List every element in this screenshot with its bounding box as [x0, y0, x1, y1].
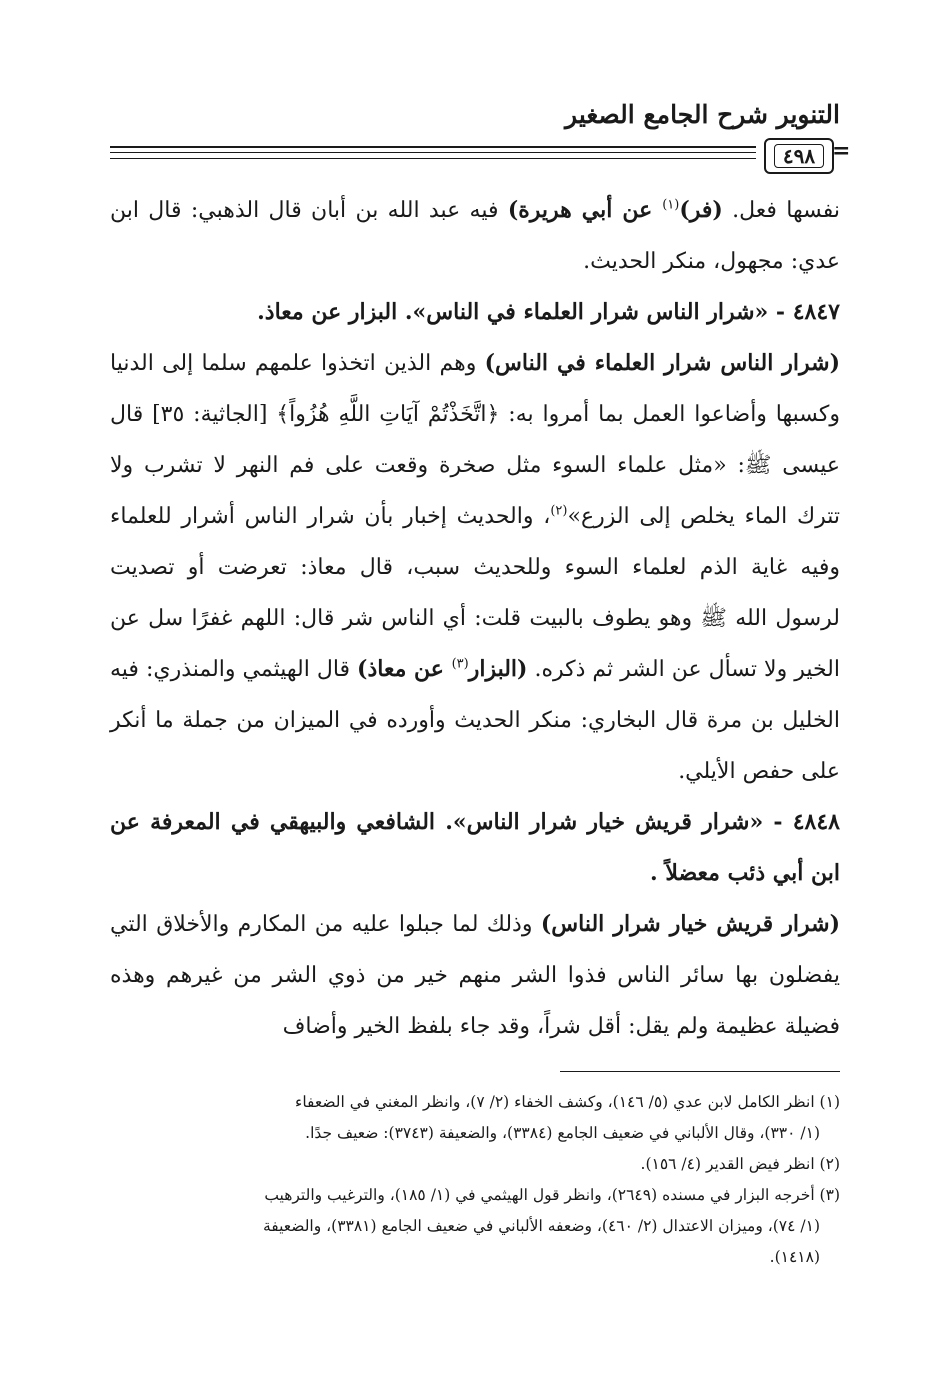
- footnote-continuation: (١/ ٧٤)، وميزان الاعتدال (٢/ ٤٦٠)، وضعفه الألباني في ضعيف الجامع (٣٣٨١)، والضعيفة: [262, 1217, 820, 1235]
- header-marker: =: [832, 138, 851, 164]
- text-run: نفسها فعل.: [722, 198, 840, 223]
- footnote-continuation: (١/ ٣٣٠)، وقال الألباني في ضعيف الجامع (٣٣٨٤)، والضعيفة (٣٧٤٣): ضعيف جدًا.: [305, 1124, 820, 1142]
- source-code: (البزار: [468, 656, 528, 682]
- running-header-title: التنوير شرح الجامع الصغير: [565, 100, 840, 129]
- page-number-box: [764, 138, 834, 174]
- text-run: وهم الذين اتخذوا علمهم سلما إلى الدنيا وكسبها وأضاعوا العمل بما أمروا به: ﴿اتَّخَذْتُمْ آيَاتِ اللَّهِ هُزُواً﴾ [الجاثية: ٣٥] قال عيسى ﷺ: «مثل علماء السوء مثل صخرة وقعت على فم النهر لا تشرب ولا تترك الماء يخلص إلى الزرع»: [110, 351, 840, 529]
- footnote: (١) انظر الكامل لابن عدي (٥/ ١٤٦)، وكشف الخفاء (٢/ ٧)، وانظر المغني في الضعفاء: [295, 1093, 840, 1111]
- hadith-heading: ٤٨٤٨ - «شرار قريش خيار شرار الناس». الشافعي والبيهقي في المعرفة عن ابن أبي ذئب معضلاً .: [110, 809, 840, 886]
- text-run: ، والحديث إخبار بأن شرار الناس أشرار للعلماء وفيه غاية الذم لعلماء السوء وللحديث سبب، قال معاذ: تعرضت أو تصديت لرسول الله ﷺ وهو يطوف بالبيت قلت: أي الناس شر قال: اللهم غفرًا سل عن الخير ولا تسأل عن الشر ثم ذكره.: [110, 504, 840, 682]
- header-rule: [110, 146, 756, 148]
- narrator: عن أبي هريرة): [507, 197, 663, 223]
- hadith-quote: (شرار قريش خيار شرار الناس): [540, 911, 840, 937]
- paragraph: [110, 185, 840, 287]
- paragraph: [110, 899, 840, 1052]
- footnote-separator: [560, 1071, 840, 1072]
- text-run: وذلك لما جبلوا عليه من المكارم والأخلاق التي يفضلون بها سائر الناس فذوا الشر منهم خير من ذوي الشر من غيرهم وهذه فضيلة عظيمة ولم يقل: أقل شراً، وقد جاء بلفظ الخير وأضاف: [110, 912, 840, 1039]
- paragraph: [110, 338, 840, 797]
- header-rule: [110, 152, 756, 153]
- footnote-ref: (٢): [550, 503, 568, 519]
- footnote-ref: (١): [662, 197, 680, 213]
- footnote: (٢) انظر فيض القدير (٤/ ١٥٦).: [640, 1155, 840, 1173]
- footnote-continuation: (١٤١٨).: [769, 1248, 820, 1266]
- header-rule: [110, 158, 756, 159]
- source-code: (فر): [679, 197, 723, 223]
- hadith-quote: (شرار الناس شرار العلماء في الناس): [484, 350, 840, 376]
- footnotes: [110, 1087, 840, 1273]
- text-run: فيه عبد الله بن أبان قال الذهبي: قال ابن عدي: مجهول، منكر الحديث.: [110, 198, 840, 274]
- footnote-ref: (٣): [451, 656, 469, 672]
- hadith-heading: ٤٨٤٧ - «شرار الناس شرار العلماء في الناس». البزار عن معاذ.: [257, 299, 840, 325]
- page-number: ٤٩٨: [774, 144, 824, 168]
- text-run: قال الهيثمي والمنذري: فيه الخليل بن مرة قال البخاري: منكر الحديث وأورده في الميزان من جملة ما أنكر على حفص الأيلي.: [110, 657, 840, 784]
- narrator: عن معاذ): [357, 656, 452, 682]
- footnote: (٣) أخرجه البزار في مسنده (٢٦٤٩)، وانظر قول الهيثمي في (١/ ١٨٥)، والترغيب والترهيب: [264, 1186, 840, 1204]
- main-text: [110, 185, 840, 1052]
